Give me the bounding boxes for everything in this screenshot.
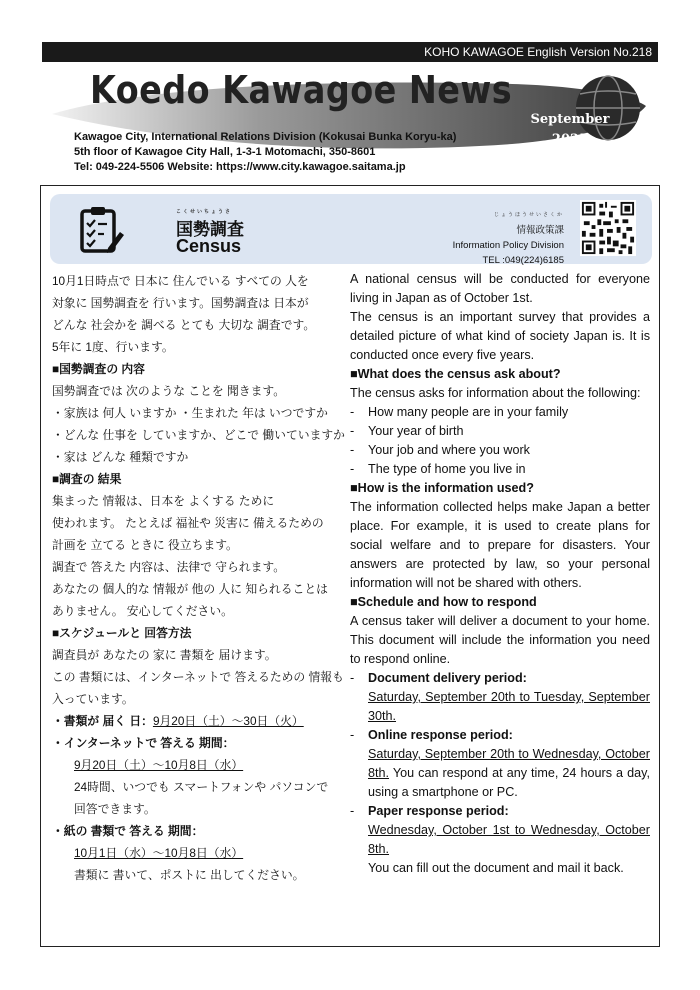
en-list-item: - How many people are in your family (350, 405, 569, 419)
ja-intro-line: 5年に 1度、行います。 (52, 340, 174, 354)
ja-heading-results: ■調査の 結果 (52, 472, 122, 486)
ja-online-note: 回答できます。 (74, 802, 156, 816)
ja-online-note: 24時間、いつでも スマートフォンや パソコンで (74, 780, 329, 794)
ja-online-label: ・インターネットで 答える 期間： (52, 736, 235, 750)
department-en: Information Policy Division (452, 240, 564, 251)
en-intro: A national census will be conducted for everyone living in Japan as of October 1st. (350, 272, 650, 305)
en-list-item: - The type of home you live in (350, 462, 526, 476)
ja-bullet: ・家族は 何人 いますか ・生まれた 年は いつですか (52, 406, 328, 420)
article-header (50, 194, 652, 264)
ja-text-line: ありません。 安心してください。 (52, 604, 233, 618)
ja-text-line: 調査で 答えた 内容は、法律で 守られます。 (52, 560, 286, 574)
ja-text-line: あなたの 個人的な 情報が 他の 人に 知られることは (52, 582, 328, 596)
issue-date (530, 110, 610, 150)
ja-delivery-date: ・書類が 届く 日：9月20日（土）〜30日（火） (52, 714, 304, 728)
publisher-address: 5th floor of Kawagoe City Hall, 1-3-1 Motomachi, 350-8601 (74, 146, 376, 158)
clipboard-checklist-icon (74, 204, 126, 256)
ja-heading-contents: ■国勢調査の 内容 (52, 362, 145, 376)
ja-intro-line: 対象に 国勢調査を 行います。国勢調査は 日本が (52, 296, 309, 310)
ja-paper-note: 書類に 書いて、ポストに 出してください。 (74, 868, 305, 882)
masthead (42, 62, 658, 182)
qr-code[interactable] (580, 200, 636, 256)
en-heading-usage: ■How is the information used? (350, 481, 534, 495)
en-schedule-item: - Document delivery period: Saturday, September 20th to Tuesday, September 30th. (350, 671, 650, 723)
department-tel: TEL :049(224)6185 (482, 255, 564, 266)
en-usage-text: The information collected helps make Japan a better place. For example, it is used to create plans for social welfare and to prepare for disasters. Your answers are protected by law, so your personal information will not be shared with others. (350, 500, 650, 590)
issue-month: September (530, 112, 610, 127)
ja-text-line: 計画を 立てる ときに 役立ちます。 (52, 538, 238, 552)
ja-text-line: 国勢調査では 次のような ことを 聞きます。 (52, 384, 286, 398)
department-ja: 情報政策課 (516, 225, 564, 236)
ja-intro-line: 10月1日時点で 日本に 住んでいる すべての 人を (52, 274, 309, 288)
ja-paper-label: ・紙の 書類で 答える 期間： (52, 824, 204, 838)
ja-bullet: ・どんな 仕事を していますか、どこで 働いていますか (52, 428, 345, 442)
issue-year: 2025 (551, 132, 589, 147)
ja-text-line: 入っています。 (52, 692, 134, 706)
en-list-item: - Your year of birth (350, 424, 464, 438)
ja-paper-date: 10月1日（水）〜10月8日（水） (74, 846, 244, 860)
en-intro-detail: The census is an important survey that provides a detailed picture of what kind of society Japan is. It is conducted once every five years. (350, 310, 650, 362)
en-schedule-item: - Paper response period: Wednesday, October 1st to Wednesday, October 8th. You can fill out the document and mail it back. (350, 804, 650, 875)
en-list-item: - Your job and where you work (350, 443, 530, 457)
ja-text-line: 使われます。 たとえば 福祉や 災害に 備えるための (52, 516, 324, 530)
article-title-en: Census (176, 236, 242, 256)
department-info: じょうほうせいさくか 情報政策課 Information Policy Division TEL :049(224)6185 (430, 208, 564, 268)
en-schedule-item: - Online response period: Saturday, September 20th to Wednesday, October 8th. You can respond at any time, 24 hours a day, using a smartphone or PC. (350, 728, 650, 799)
ja-heading-schedule: ■スケジュールと 回答方法 (52, 626, 192, 640)
issue-bar: KOHO KAWAGOE English Version No.218 (42, 42, 658, 62)
ja-text-line: 調査員が あなたの 家に 書類を 届けます。 (52, 648, 277, 662)
article-title-ja: こくせいちょうさ 国勢調査 (176, 209, 244, 239)
english-column (350, 270, 650, 878)
publisher-name: Kawagoe City, International Relations Division (Kokusai Bunka Koryu-ka) (74, 131, 457, 143)
en-questions-intro: The census asks for information about the following: (350, 386, 641, 400)
publisher-info (74, 130, 456, 175)
publisher-contact: Tel: 049-224-5506 Website: https://www.city.kawagoe.saitama.jp (74, 161, 406, 173)
ja-online-date: 9月20日（土）〜10月8日（水） (74, 758, 244, 772)
ja-text-line: 集まった 情報は、日本を よくする ために (52, 494, 275, 508)
en-heading-questions: ■What does the census ask about? (350, 367, 561, 381)
ja-text-line: この 書類には、インターネットで 答えるための 情報も (52, 670, 344, 684)
newsletter-title: Koedo Kawagoe News (90, 68, 513, 112)
japanese-column (52, 270, 348, 886)
ja-intro-line: どんな 社会かを 調べる とても 大切な 調査です。 (52, 318, 316, 332)
en-heading-schedule: ■Schedule and how to respond (350, 595, 537, 609)
ja-bullet: ・家は どんな 種類ですか (52, 450, 189, 464)
en-schedule-text: A census taker will deliver a document to your home. This document will include the information you need to respond online. (350, 614, 650, 666)
